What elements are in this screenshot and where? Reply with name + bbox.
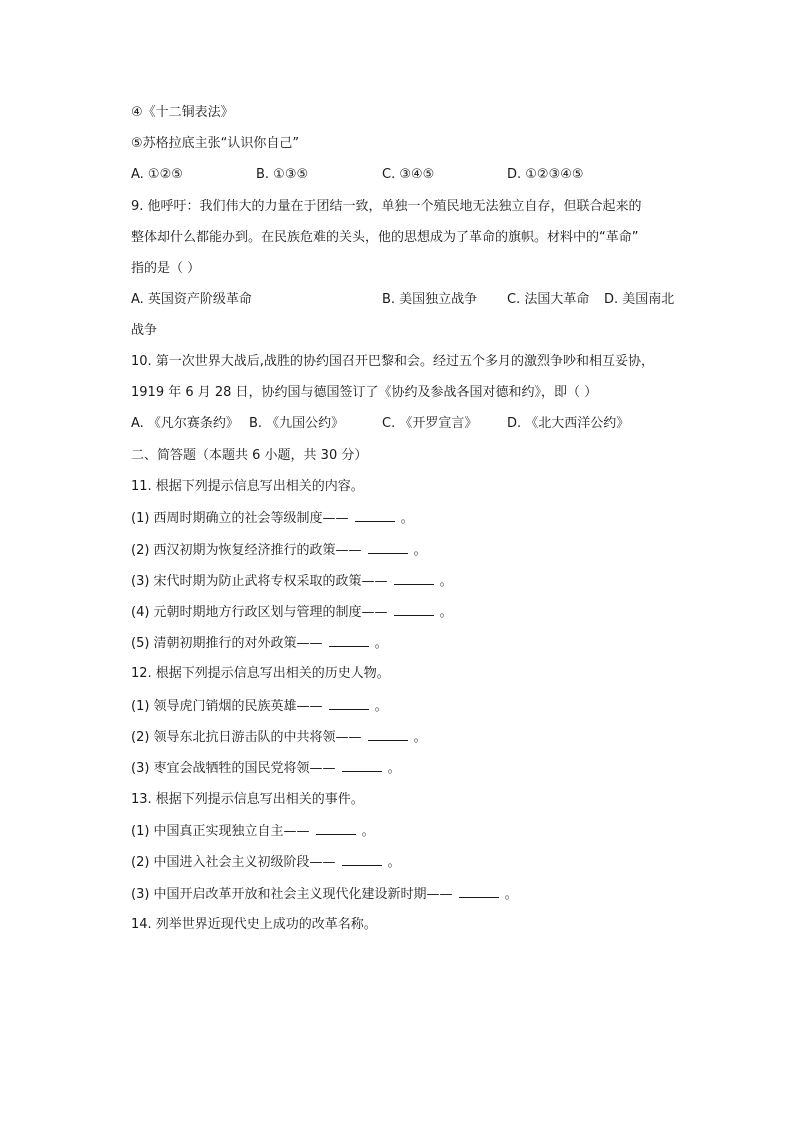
q12-item-1: (1) 领导虎门销烟的民族英雄—— 。 <box>131 699 388 714</box>
q8-item4: ④《十二铜表法》 <box>131 105 234 120</box>
answer-blank[interactable] <box>342 853 382 866</box>
q10-line1: 10. 第一次世界大战后,战胜的协约国召开巴黎和会。经过五个多月的激烈争吵和相互妥协， <box>131 354 654 369</box>
q9-option-b: B. 美国独立战争 <box>382 292 478 307</box>
answer-blank[interactable] <box>316 822 356 835</box>
q13-item-3: (3) 中国开启改革开放和社会主义现代化建设新时期—— 。 <box>131 887 518 902</box>
q8-option-a: A. ①②⑤ <box>131 167 183 182</box>
answer-blank[interactable] <box>394 572 434 585</box>
q10-option-a: A. 《凡尔赛条约》 <box>131 416 239 431</box>
q12-item-2: (2) 领导东北抗日游击队的中共将领—— 。 <box>131 730 427 745</box>
q11-item-3: (3) 宋代时期为防止武将专权采取的政策—— 。 <box>131 574 453 589</box>
q9-option-d-cont: 战争 <box>131 323 158 338</box>
q10-option-d: D. 《北大西洋公约》 <box>507 416 630 431</box>
q13-stem: 13. 根据下列提示信息写出相关的事件。 <box>131 792 364 807</box>
section-heading: 二、简答题（本题共 6 小题，共 30 分） <box>131 448 368 463</box>
q9-option-a: A. 英国资产阶级革命 <box>131 292 252 307</box>
q9-option-c: C. 法国大革命 <box>507 292 590 307</box>
q10-line2: 1919 年 6 月 28 日，协约国与德国签订了《协约及参战各国对德和约》，即（ ） <box>131 385 598 400</box>
q13-item-2: (2) 中国进入社会主义初级阶段—— 。 <box>131 855 401 870</box>
q8-item5: ⑤苏格拉底主张“认识你自己” <box>131 136 300 151</box>
answer-blank[interactable] <box>342 759 382 772</box>
answer-blank[interactable] <box>329 634 369 647</box>
q10-option-c: C. 《开罗宣言》 <box>382 416 478 431</box>
answer-blank[interactable] <box>459 885 499 898</box>
q10-option-b: B. 《九国公约》 <box>249 416 345 431</box>
q11-item-2: (2) 西汉初期为恢复经济推行的政策—— 。 <box>131 543 427 558</box>
q8-option-d: D. ①②③④⑤ <box>507 167 584 182</box>
answer-blank[interactable] <box>368 728 408 741</box>
q12-stem: 12. 根据下列提示信息写出相关的历史人物。 <box>131 666 390 681</box>
answer-blank[interactable] <box>329 697 369 710</box>
q9-line1: 9. 他呼吁：我们伟大的力量在于团结一致，单独一个殖民地无法独立自存，但联合起来的 <box>131 199 642 214</box>
q14-stem: 14. 列举世界近现代史上成功的改革名称。 <box>131 917 377 932</box>
q11-item-4: (4) 元朝时期地方行政区划与管理的制度—— 。 <box>131 605 453 620</box>
q8-option-c: C. ③④⑤ <box>382 167 435 182</box>
q8-option-b: B. ①③⑤ <box>256 167 309 182</box>
q13-item-1: (1) 中国真正实现独立自主—— 。 <box>131 824 375 839</box>
q11-item-1: (1) 西周时期确立的社会等级制度—— 。 <box>131 511 414 526</box>
answer-blank[interactable] <box>355 509 395 522</box>
answer-blank[interactable] <box>394 603 434 616</box>
q9-option-d: D. 美国南北 <box>604 292 675 307</box>
answer-blank[interactable] <box>368 541 408 554</box>
q9-line2: 整体却什么都能办到。在民族危难的关头，他的思想成为了革命的旗帜。材料中的“革命” <box>131 230 639 245</box>
q11-item-5: (5) 清朝初期推行的对外政策—— 。 <box>131 636 388 651</box>
q11-stem: 11. 根据下列提示信息写出相关的内容。 <box>131 479 364 494</box>
q12-item-3: (3) 枣宜会战牺牲的国民党将领—— 。 <box>131 761 401 776</box>
q9-line3: 指的是（ ） <box>131 261 201 276</box>
